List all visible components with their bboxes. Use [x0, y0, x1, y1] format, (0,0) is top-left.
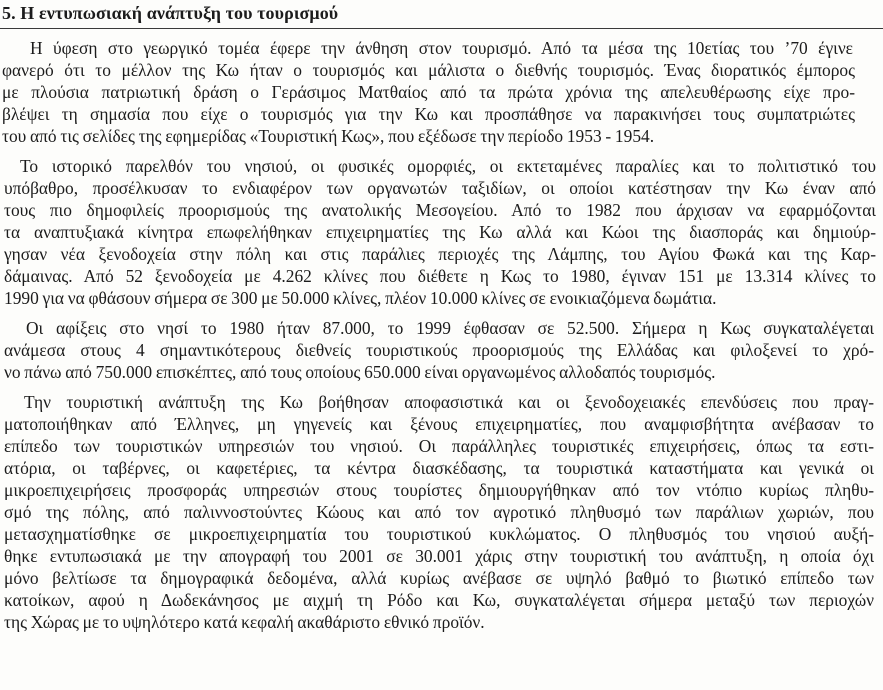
- text-line: κατοίκων, αφού η Δωδεκάνησος με αιχμή τη Ρόδο και Κω, συγκαταλέγεται σήμερα μεταξύ των περιοχών: [4, 590, 874, 610]
- text-line: υπόβαθρο, προσέλκυσαν το ενδιαφέρον των οργανωτών ταξιδίων, οι οποίοι κατέστησαν την Κω έναν από: [4, 178, 876, 198]
- text-line: Η ύφεση στο γεωργικό τομέα έφερε την άνθηση στον τουρισμό. Από τα μέσα της 10ετίας του ’70 έγινε: [30, 38, 853, 58]
- text-line: Το ιστορικό παρελθόν του νησιού, οι φυσικές ομορφιές, οι εκτεταμένες παραλίες και το πολιτιστικό του: [20, 156, 876, 176]
- text-line: ανάμεσα στους 4 σημαντικότερους διεθνείς τουριστικούς προορισμούς της Ελλάδας και φιλοξενεί το χρό-: [4, 340, 874, 360]
- text-line: 1990 για να φθάσουν σήμερα σε 300 με 50.000 κλίνες, πλέον 10.000 κλίνες σε ενοικιαζόμενα δωμάτια.: [4, 288, 717, 308]
- text-line: μικροεπιχειρήσεις προσφοράς υπηρεσιών στους τουρίστες δημιουργήθηκαν από τον ντόπιο κυρίως πληθυ-: [4, 480, 874, 500]
- text-line: νο πάνω από 750.000 επισκέπτες, από τους οποίους 650.000 είναι οργανωμένος αλλοδαπός τουρισμός.: [4, 362, 716, 382]
- text-line: μετασχηματίσθηκε σε μικροεπιχειρηματία του τουριστικού κυκλώματος. Ο πληθυσμός του νησιού αυξή-: [4, 524, 874, 544]
- text-line: Οι αφίξεις στο νησί το 1980 ήταν 87.000, το 1999 έφθασαν σε 52.500. Σήμερα η Κως συγκαταλέγεται: [26, 318, 874, 338]
- text-line: της Χώρας με το υψηλότερο κατά κεφαλή ακαθάριστο εθνικό προϊόν.: [4, 612, 485, 632]
- text-line: τα αναπτυξιακά κίνητρα επωφελήθηκαν επιχειρηματίες της Κω αλλά και Κώοι της διασποράς και δημιούρ-: [4, 222, 876, 242]
- text-line: επίπεδο των τουριστικών υπηρεσιών του νησιού. Οι παράλληλες τουριστικές επιχειρήσεις, όπως τα εστι-: [4, 436, 874, 456]
- text-line: με πλούσια πατριωτική δράση ο Γεράσιμος Ματθαίος από τα πρώτα χρόνια της απελευθέρωσης είχε προ-: [2, 82, 855, 102]
- heading-divider: [0, 28, 883, 29]
- text-line: Την τουριστική ανάπτυξη της Κω βοήθησαν αποφασιστικά και οι ξενοδοχειακές επενδύσεις που πραγ-: [24, 392, 874, 412]
- text-line: δάμαινας. Από 52 ξενοδοχεία με 4.262 κλίνες που διέθετε η Κως το 1980, έγιναν 151 με 13.314 κλίνες το: [4, 266, 876, 286]
- text-line: του από τις σελίδες της εφημερίδας «Τουριστική Κως», που εξέδωσε την περίοδο 1953 - 1954.: [2, 126, 655, 146]
- text-line: σμό της πόλης, από παλιννοστούντες Κώους και από τον αγροτικό πληθυσμό των παράλιων χωριών, που: [4, 502, 874, 522]
- text-line: μόνο βελτίωσε τα δημογραφικά δεδομένα, αλλά κυρίως ανέβασε σε υψηλό βαθμό το βιωτικό επίπεδο των: [4, 568, 874, 588]
- text-line: τους πιο δημοφιλείς προορισμούς της ανατολικής Μεσογείου. Από το 1982 που άρχισαν να εφαρμόζονται: [4, 200, 876, 220]
- section-heading: 5. Η εντυπωσιακή ανάπτυξη του τουρισμού: [2, 3, 339, 23]
- text-line: φανερό ότι το μέλλον της Κω ήταν ο τουρισμός και μάλιστα ο διεθνής τουρισμός. Ένας διορατικός έμπορος: [2, 60, 855, 80]
- text-line: γησαν νέα ξενοδοχεία στην πόλη και στις παράλιες περιοχές της Λάμπης, του Αγίου Φωκά και της Καρ-: [4, 244, 876, 264]
- text-line: ματοποιήθηκαν από Έλληνες, μη γηγενείς και ξένους επιχειρηματίες, που αναμφισβήτητα ανέβασαν το: [4, 414, 874, 434]
- text-line: βλέψει τη σημασία που είχε ο τουρισμός για την Κω και προσπάθησε να παρακινήσει τους συμπατριώτες: [2, 104, 855, 124]
- text-line: ατόρια, οι ταβέρνες, οι καφετέριες, τα κέντρα διασκέδασης, τα τουριστικά καταστήματα και γενικά οι: [4, 458, 874, 478]
- text-line: θηκε εντυπωσιακά με την απογραφή του 2001 σε 30.001 χάρις στην τουριστική του ανάπτυξη, η οποία όχι: [4, 546, 874, 566]
